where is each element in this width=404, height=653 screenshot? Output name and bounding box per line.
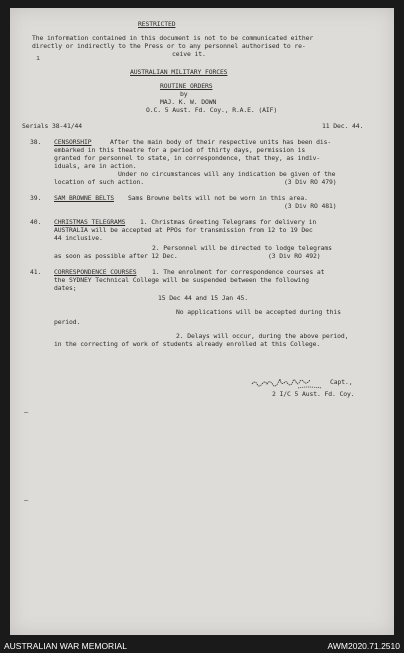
classification-heading: RESTRICTED (138, 20, 176, 28)
by-label: by (180, 90, 188, 98)
orders-title: ROUTINE ORDERS (160, 82, 213, 90)
item-text: embarked in this theatre for a period of thirty days, permission is (54, 146, 306, 154)
item-text: 1. Christmas Greeting Telegrams for delivery in (140, 218, 317, 226)
margin-mark: ı (36, 54, 41, 62)
item-text: the SYDNEY Technical College will be suspended between the following (54, 276, 309, 284)
notice-line: The information contained in this document is not to be communicated either (32, 34, 314, 42)
item-text: dates; (54, 284, 77, 292)
item-reference: (3 Div RO 479) (284, 178, 337, 186)
item-number: 38. (30, 138, 42, 146)
organisation-heading: AUSTRALIAN MILITARY FORCES (130, 68, 228, 76)
item-text: Sams Browne belts will not be worn in this area. (128, 194, 308, 202)
notice-line: ceive it. (172, 50, 206, 58)
item-text: iduals, are in action. (54, 162, 137, 170)
item-text: 15 Dec 44 and 15 Jan 45. (158, 294, 248, 302)
item-number: 41. (30, 268, 42, 276)
item-text: 2. Delays will occur, during the above period, (176, 332, 349, 340)
signature-unit: 2 I/C 5 Aust. Fd. Coy. (272, 390, 355, 398)
item-text: 1. The enrolment for correspondence courses at (152, 268, 325, 276)
item-heading: SAM BROWNE BELTS (54, 194, 114, 202)
item-text: No applications will be accepted during this (176, 308, 341, 316)
item-text: location of such action. (54, 178, 144, 186)
archive-caption-bar (0, 639, 404, 653)
serials-label: Serials 38-41/44 (22, 122, 82, 130)
item-heading: CENSORSHIP (54, 138, 92, 146)
margin-mark: – (24, 496, 29, 504)
item-text: Under no circumstances will any indication be given of the (118, 170, 336, 178)
item-heading: CORRESPONDENCE COURSES (54, 268, 137, 276)
item-number: 40. (30, 218, 42, 226)
item-heading: CHRISTMAS TELEGRAMS (54, 218, 126, 226)
item-reference: (3 Div RO 492) (268, 252, 321, 260)
item-text: period. (54, 318, 81, 326)
officer-name: MAJ. K. W. DOWN (160, 98, 217, 106)
item-text: AUSTRALIA will be accepted at PPOs for transmission from 12 to 19 Dec (54, 226, 313, 234)
item-text: in the correcting of work of students already enrolled at this College. (54, 340, 321, 348)
archive-id: AWM2020.71.2510 (327, 641, 400, 651)
order-date: 11 Dec. 44. (322, 122, 364, 130)
item-number: 39. (30, 194, 42, 202)
officer-unit: O.C. 5 Aust. Fd. Coy., R.A.E. (AIF) (146, 106, 278, 114)
item-text: granted for personnel to state, in correspondence, that they, as indiv- (54, 154, 321, 162)
item-text: 44 inclusive. (54, 234, 103, 242)
item-text: 2. Personnel will be directed to lodge telegrams (152, 244, 332, 252)
item-text: as soon as possible after 12 Dec. (54, 252, 178, 260)
archive-name: AUSTRALIAN WAR MEMORIAL (4, 641, 127, 651)
item-text: After the main body of their respective units has been dis- (110, 138, 332, 146)
document-page (10, 8, 394, 635)
notice-line: directly or indirectly to the Press or to any personnel authorised to re- (32, 42, 306, 50)
signature-rank: Capt., (330, 378, 353, 386)
margin-mark: – (24, 408, 29, 416)
item-reference: (3 Div RO 481) (284, 202, 337, 210)
